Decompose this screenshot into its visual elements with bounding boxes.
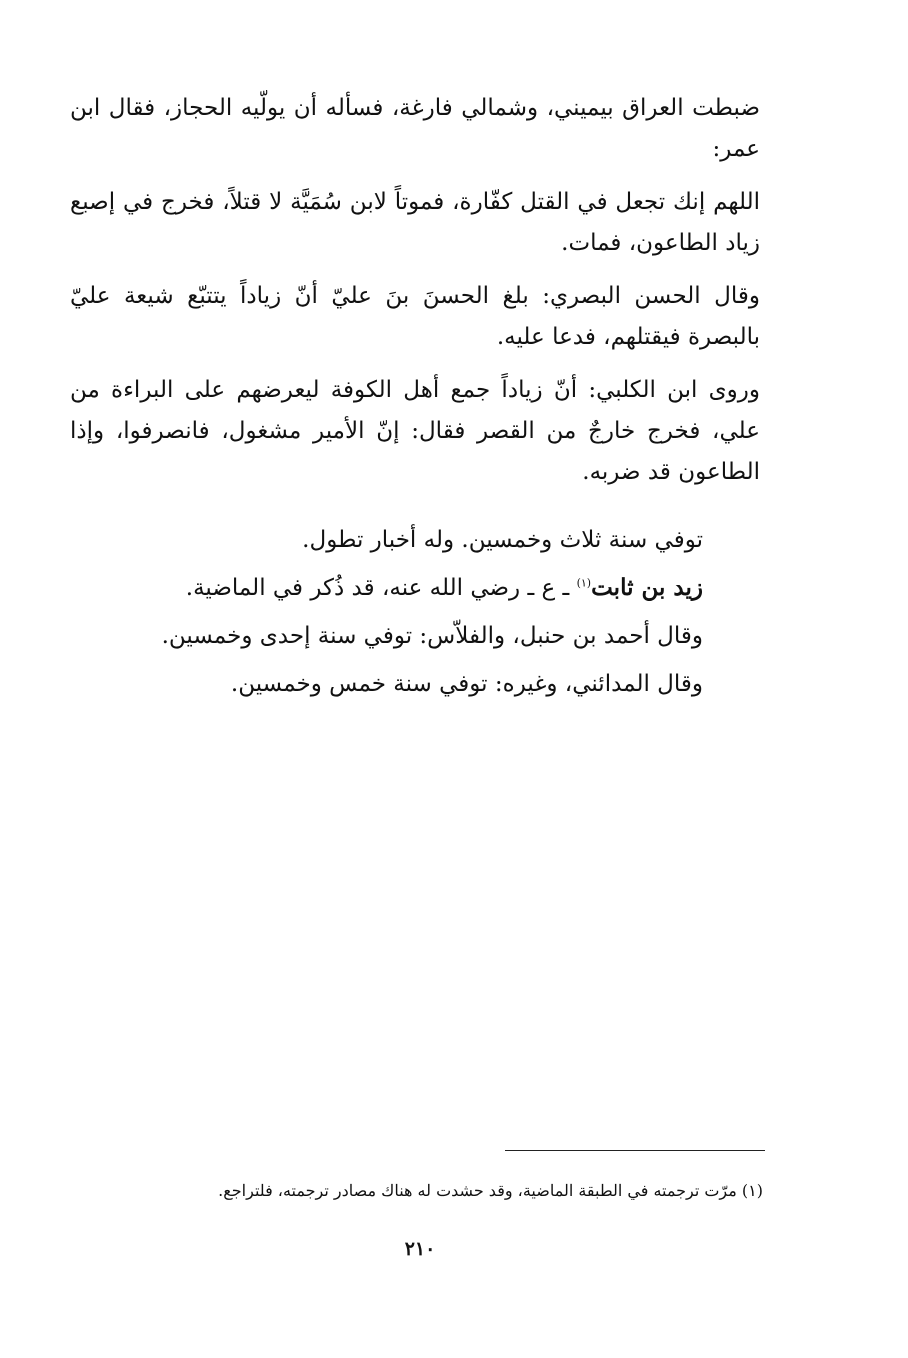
- ahmad-line: وقال أحمد بن حنبل، والفلاّس: توفي سنة إحدى وخمسين.: [161, 623, 703, 649]
- death-year-line: توفي سنة ثلاث وخمسين. وله أخبار تطول.: [302, 527, 703, 553]
- footnote-divider: [505, 1150, 765, 1151]
- paragraph-1: ضبطت العراق بيميني، وشمالي فارغة، فسأله أن يولّيه الحجاز، فقال ابن عمر:: [70, 95, 760, 162]
- indented-lines: [63, 516, 703, 708]
- page-number: ٢١٠: [404, 1238, 436, 1260]
- entry-name: زيد بن ثابت: [591, 574, 703, 601]
- madaini-line: وقال المدائني، وغيره: توفي سنة خمس وخمسين.: [230, 671, 703, 697]
- entry-heading-line: [63, 564, 703, 612]
- paragraph-2: اللهم إنك تجعل في القتل كفّارة، فموتاً لابن سُمَيَّة لا قتلاً، فخرج في إصبع زياد الطاعون، فمات.: [70, 189, 760, 256]
- entry-rest: ـ ع ـ رضي الله عنه، قد ذُكر في الماضية.: [185, 575, 577, 601]
- main-text-block: [70, 88, 760, 505]
- paragraph-3: وقال الحسن البصري: بلغ الحسنَ بنَ عليّ أنّ زياداً يتتبّع شيعة عليّ بالبصرة فيقتلهم، فدعا عليه.: [70, 283, 760, 350]
- footnote: (١) مرّت ترجمته في الطبقة الماضية، وقد حشدت له هناك مصادر ترجمته، فلتراجع.: [218, 1181, 763, 1200]
- footnote-reference[interactable]: (١): [576, 576, 592, 590]
- paragraph-4: وروى ابن الكلبي: أنّ زياداً جمع أهل الكوفة ليعرضهم على البراءة من علي، فخرج خارجٌ من القصر فقال: إنّ الأمير مشغول، فانصرفوا، وإذا الطاعون قد ضربه.: [70, 377, 760, 485]
